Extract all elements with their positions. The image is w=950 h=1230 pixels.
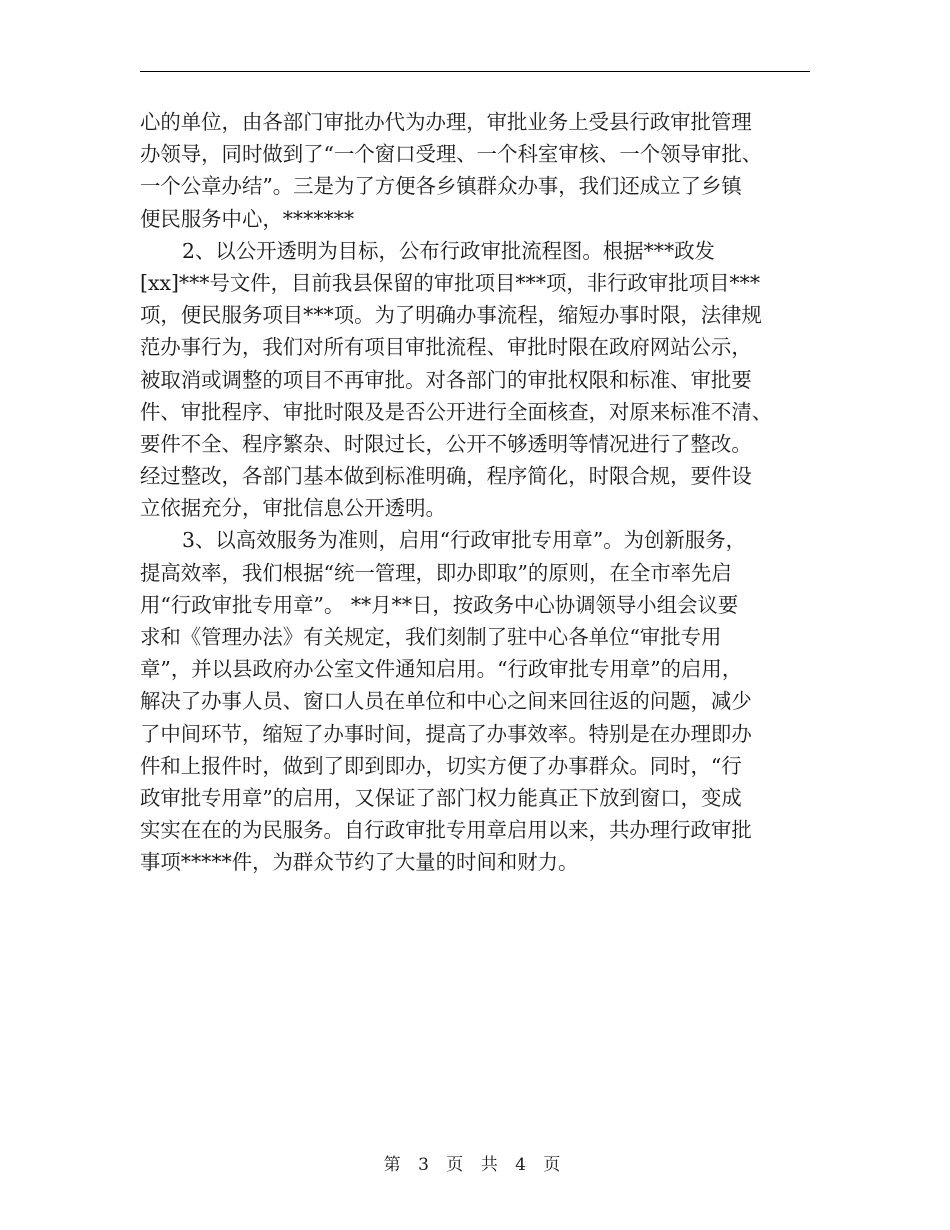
text-line: 件和上报件时，做到了即到即办，切实方便了办事群众。同时，“行 xyxy=(140,753,742,778)
text-line: 了中间环节，缩短了办事时间，提高了办事效率。特别是在办理即办 xyxy=(140,721,752,746)
text-line: 办领导，同时做到了“一个窗口受理、一个科室审核、一个领导审批、 xyxy=(140,142,763,167)
text-line: 经过整改，各部门基本做到标准明确，程序简化，时限合规，要件设 xyxy=(140,464,752,489)
text-line: 解决了办事人员、窗口人员在单位和中心之间来回往返的问题，减少 xyxy=(140,689,752,714)
text-line: 实实在在的为民服务。自行政审批专用章启用以来，共办理行政审批 xyxy=(140,818,752,843)
header-rule xyxy=(140,71,810,72)
text-line: 政审批专用章”的启用，又保证了部门权力能真正下放到窗口，变成 xyxy=(140,785,742,810)
text-line: 事项*****件，为群众节约了大量的时间和财力。 xyxy=(140,850,579,875)
body-text xyxy=(140,106,810,879)
text-line: 被取消或调整的项目不再审批。对各部门的审批权限和标准、审批要 xyxy=(140,367,752,392)
text-line: 一个公章办结”。三是为了方便各乡镇群众办事，我们还成立了乡镇 xyxy=(140,174,742,199)
text-line: 2、以公开透明为目标，公布行政审批流程图。根据***政发 xyxy=(182,238,715,263)
page-footer: 第 3 页 共 4 页 xyxy=(383,1155,567,1175)
text-line: 用“行政审批专用章”。 **月**日，按政务中心协调领导小组会议要 xyxy=(140,592,739,617)
text-line: 3、以高效服务为准则，启用“行政审批专用章”。为创新服务， xyxy=(182,528,746,553)
text-line: 要件不全、程序繁杂、时限过长，公开不够透明等情况进行了整改。 xyxy=(140,431,752,456)
text-line: 项，便民服务项目***项。为了明确办事流程，缩短办事时限，法律规 xyxy=(140,303,762,328)
text-line: 立依据充分，审批信息公开透明。 xyxy=(140,496,446,521)
text-line: 章”，并以县政府办公室文件通知启用。“行政审批专用章”的启用， xyxy=(140,657,743,682)
text-line: 范办事行为，我们对所有项目审批流程、审批时限在政府网站公示， xyxy=(140,335,752,360)
text-line: 便民服务中心，******* xyxy=(140,206,355,231)
text-line: [xx]***号文件，目前我县保留的审批项目***项，非行政审批项目*** xyxy=(140,270,761,295)
text-line: 心的单位，由各部门审批办代为办理，审批业务上受县行政审批管理 xyxy=(140,110,752,134)
text-line: 提高效率，我们根据“统一管理，即办即取”的原则，在全市率先启 xyxy=(140,560,732,585)
text-line: 件、审批程序、审批时限及是否公开进行全面核查，对原来标准不清、 xyxy=(140,399,773,424)
text-line: 求和《管理办法》有关规定，我们刻制了驻中心各单位“审批专用 xyxy=(140,625,722,649)
